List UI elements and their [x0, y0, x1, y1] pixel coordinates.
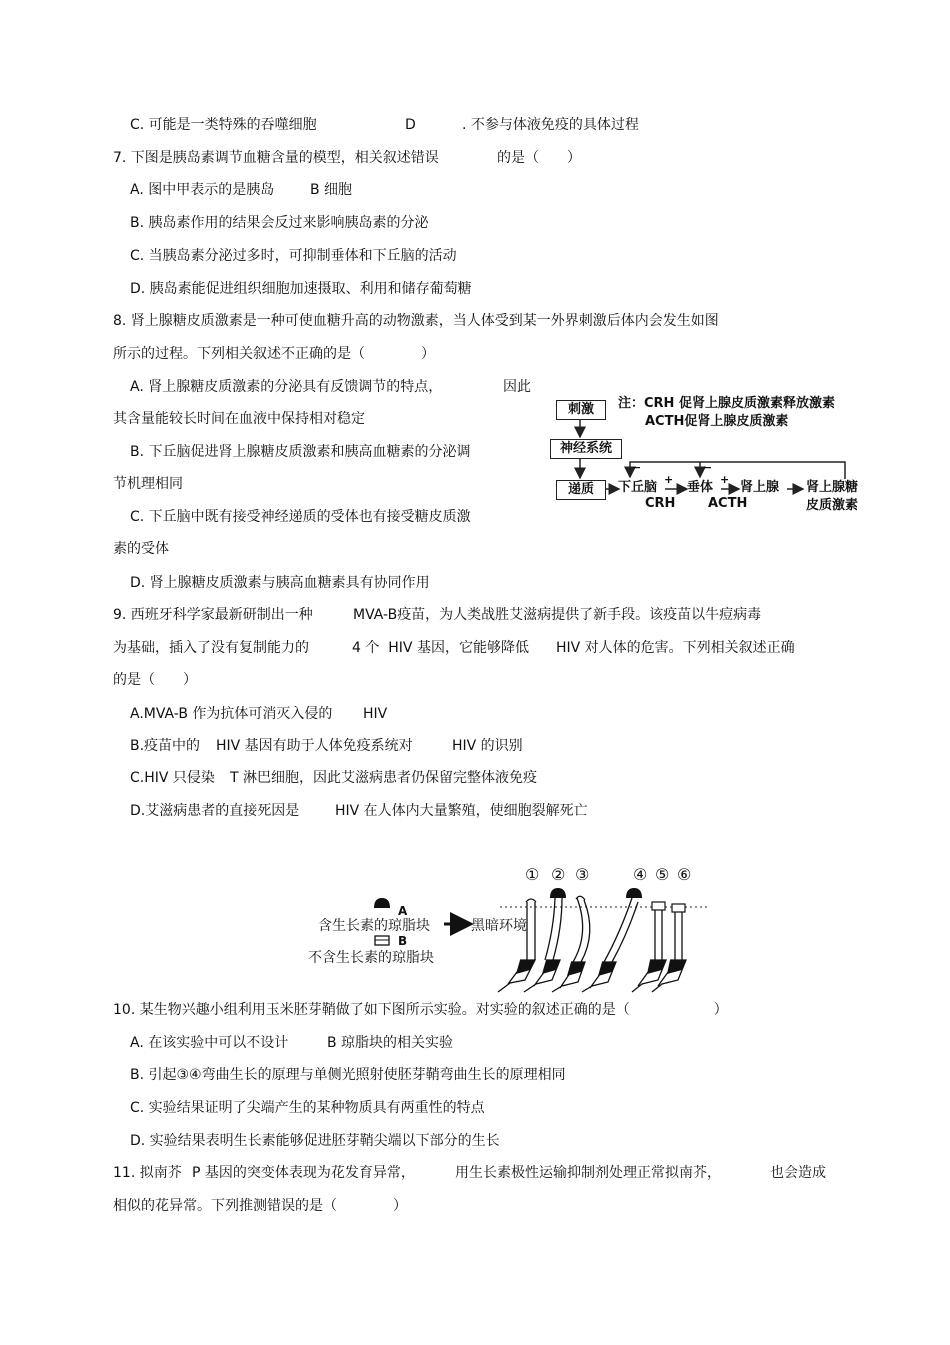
q9-option-d-cont: HIV 在人体内大量繁殖，使细胞裂解死亡: [335, 803, 588, 819]
q8-diagram-minus-1: −: [632, 461, 642, 474]
q11-stem-line1-b: P 基因的突变体表现为花发育异常，: [192, 1165, 415, 1181]
q10-option-a-cont: B 琼脂块的相关实验: [327, 1035, 454, 1051]
q8-diagram-glucocorticoid-line2: 皮质激素: [806, 498, 859, 513]
q6-option-d: . 不参与体液免疫的具体过程: [462, 117, 639, 133]
q8-box-transmitter: 递质: [556, 480, 606, 500]
q7-stem-part1: 7. 下图是胰岛素调节血糖含量的模型，相关叙述错误: [113, 150, 439, 166]
q9-stem-line2-end: HIV 对人体的危害。下列相关叙述正确: [556, 640, 795, 656]
q8-option-a-cont: 因此: [503, 379, 531, 395]
q7-option-b: B. 胰岛素作用的结果会反过来影响胰岛素的分泌: [130, 215, 429, 231]
q8-diagram-note-line1: 注：CRH 促肾上腺皮质激素释放激素: [618, 396, 835, 411]
q10-option-d: D. 实验结果表明生长素能够促进胚芽鞘尖端以下部分的生长: [130, 1133, 500, 1149]
q8-option-d: D. 肾上腺糖皮质激素与胰高血糖素具有协同作用: [130, 575, 430, 591]
q11-stem-line1: 11. 拟南芥: [113, 1165, 182, 1181]
q11-stem-line1-c: 用生长素极性运输抑制剂处理正常拟南芥，: [455, 1165, 721, 1181]
q10-diagram-drawing: [370, 888, 715, 993]
q8-diagram-plus-1: +: [664, 473, 674, 486]
q10-stem: 10. 某生物兴趣小组利用玉米胚芽鞘做了如下图所示实验。对实验的叙述正确的是（ ）: [113, 1002, 728, 1018]
q8-box-stimulus: 刺激: [556, 400, 606, 420]
q9-option-c-cont: T 淋巴细胞，因此艾滋病患者仍保留完整体液免疫: [230, 770, 538, 786]
q10-num-5: ⑤: [655, 865, 670, 884]
q8-option-a: A. 肾上腺糖皮质激素的分泌具有反馈调节的特点，: [130, 379, 443, 395]
q9-option-c: C.HIV 只侵染: [130, 770, 215, 786]
q7-option-c: C. 当胰岛素分泌过多时，可抑制垂体和下丘脑的活动: [130, 248, 457, 264]
q8-stem-line1: 8. 肾上腺糖皮质激素是一种可使血糖升高的动物激素，当人体受到某一外界刺激后体内会发生如图: [113, 313, 719, 329]
q11-stem-line2: 相似的花异常。下列推测错误的是（ ）: [113, 1198, 407, 1214]
q8-diagram-adrenal: 肾上腺: [740, 480, 780, 495]
q7-option-a-cont: B 细胞: [310, 182, 353, 198]
q9-stem-line1: 9. 西班牙科学家最新研制出一种: [113, 607, 313, 623]
q10-num-4: ④: [633, 865, 648, 884]
q8-option-a-line2: 其含量能较长时间在血液中保持相对稳定: [113, 411, 365, 427]
q6-option-c: C. 可能是一类特殊的吞噬细胞: [130, 117, 317, 133]
q9-stem-line2: 为基础，插入了没有复制能力的: [113, 640, 309, 656]
q9-option-b-cont: HIV 基因有助于人体免疫系统对: [216, 738, 413, 754]
q9-option-a: A.MVA-B 作为抗体可消灭入侵的: [130, 706, 333, 722]
q9-stem-line3: 的是（ ）: [113, 672, 197, 688]
q10-num-6: ⑥: [677, 865, 692, 884]
q8-stem-line2: 所示的过程。下列相关叙述不正确的是（ ）: [113, 346, 435, 362]
q10-block-with-auxin: 含生长素的琼脂块: [318, 918, 430, 934]
q10-num-2: ②: [551, 865, 566, 884]
q8-option-c: C. 下丘脑中既有接受神经递质的受体也有接受糖皮质激: [130, 509, 471, 525]
q8-diagram-minus-2: −: [703, 461, 713, 474]
q9-stem-line1-cont: MVA-B疫苗，为人类战胜艾滋病提供了新手段。该疫苗以牛痘病毒: [353, 607, 762, 623]
q10-num-3: ③: [575, 865, 590, 884]
q6-option-d-letter: D: [405, 117, 416, 133]
q8-option-b: B. 下丘脑促进肾上腺糖皮质激素和胰高血糖素的分泌调: [130, 444, 471, 460]
q9-option-b: B.疫苗中的: [130, 738, 201, 754]
q8-box-nervous-system: 神经系统: [550, 439, 622, 459]
q7-option-d: D. 胰岛素能促进组织细胞加速摄取、利用和储存葡萄糖: [130, 281, 472, 297]
q7-stem-part2: 的是（ ）: [497, 150, 581, 166]
q10-label-b: B: [398, 934, 408, 948]
q8-diagram-glucocorticoid-line1: 肾上腺糖: [806, 480, 859, 495]
q10-num-1: ①: [525, 865, 540, 884]
q8-diagram-hypothalamus: 下丘脑: [618, 480, 658, 495]
q9-option-a-cont: HIV: [363, 706, 388, 722]
q10-option-b: B. 引起③④弯曲生长的原理与单侧光照射使胚芽鞘弯曲生长的原理相同: [130, 1067, 566, 1083]
q10-option-c: C. 实验结果证明了尖端产生的某种物质具有两重性的特点: [130, 1100, 485, 1116]
q8-option-c-line2: 素的受体: [113, 541, 169, 557]
q9-option-d: D.艾滋病患者的直接死因是: [130, 803, 300, 819]
q10-block-without-auxin: 不含生长素的琼脂块: [308, 950, 434, 966]
q7-option-a: A. 图中甲表示的是胰岛: [130, 182, 275, 198]
q10-dark-environment: 黑暗环境: [471, 918, 527, 934]
q9-option-b-end: HIV 的识别: [452, 738, 523, 754]
q8-diagram-pituitary: 垂体: [687, 480, 714, 495]
q8-diagram-crh: CRH: [645, 496, 676, 511]
q8-diagram-acth: ACTH: [708, 496, 748, 511]
q10-option-a: A. 在该实验中可以不设计: [130, 1035, 289, 1051]
q11-stem-line1-d: 也会造成: [770, 1165, 826, 1181]
q9-stem-line2-cont: 4 个 HIV 基因，它能够降低: [352, 640, 529, 656]
q8-diagram-plus-2: +: [720, 473, 730, 486]
q10-label-a: A: [398, 904, 408, 918]
q8-diagram-note-line2: ACTH促肾上腺皮质激素: [645, 414, 789, 429]
q8-option-b-line2: 节机理相同: [113, 476, 183, 492]
